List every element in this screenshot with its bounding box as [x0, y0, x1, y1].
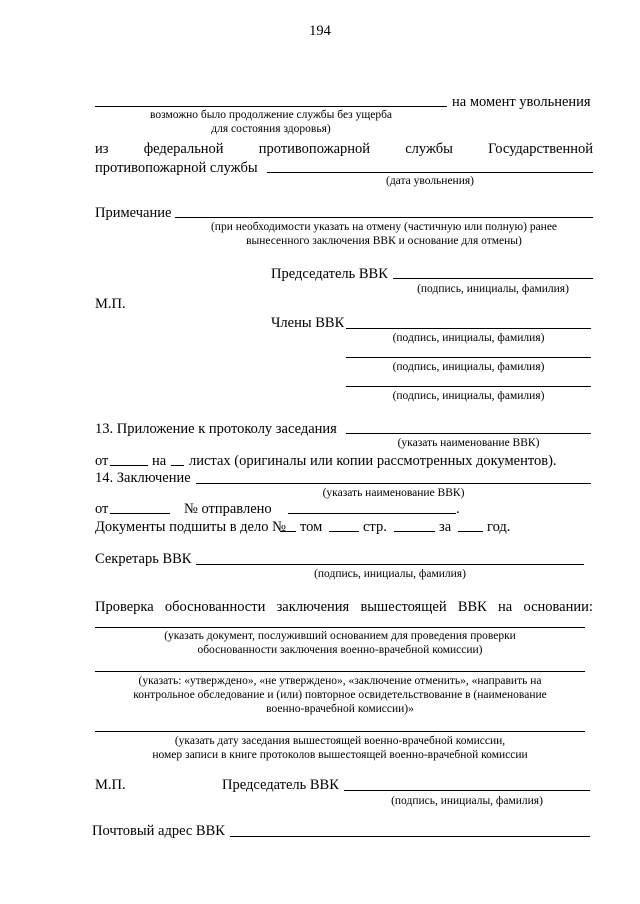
word: Государственной [488, 141, 593, 157]
check-hint3-line1: (указать дату заседания вышестоящей военно-врачебной комиссии, [174, 735, 506, 747]
dismissal-right-text: на момент увольнения [452, 94, 591, 110]
member-signature-hint-2: (подпись, инициалы, фамилия) [392, 361, 545, 373]
dismissal-hint-line2: для состояния здоровья) [211, 123, 331, 135]
item13-from: от [95, 453, 109, 469]
item14-sent: № отправлено [184, 501, 272, 517]
word: ВВК [457, 599, 487, 615]
check-basis-line [95, 627, 585, 628]
word: на [498, 599, 513, 615]
item13-rest: листах (оригиналы или копии рассмотренных документов). [189, 453, 557, 469]
item14-date-line [110, 513, 170, 514]
chairman2-label: Председатель ВВК [222, 777, 339, 793]
dismissal-justified-line [95, 141, 593, 157]
chairman2-signature-line [344, 790, 590, 791]
item13-sheets-line [171, 465, 184, 466]
docs-tom-line [329, 531, 359, 532]
check-hint2-line1: (указать: «утверждено», «не утверждено», «заключение отменить», «направить на [138, 675, 542, 687]
item13-hint: (указать наименование ВВК) [397, 437, 540, 449]
item13-label: 13. Приложение к протоколу заседания [95, 421, 337, 437]
secretary-signature-hint: (подпись, инициалы, фамилия) [314, 568, 466, 580]
dismissal-fill-line [95, 106, 447, 107]
check-hint3-line2: номер записи в книге протоколов вышестоящей военно-врачебной комиссии [152, 749, 528, 761]
word: обоснованности [164, 599, 266, 615]
dismissal-hint-line1: возможно было продолжение службы без ущерба [149, 109, 393, 121]
note-label: Примечание [95, 205, 172, 221]
dismissal-date-line [267, 172, 593, 173]
word: Проверка [95, 599, 154, 615]
word: заключения [276, 599, 350, 615]
docs-za: за [439, 519, 452, 535]
check-justified-line [95, 599, 593, 615]
note-line [175, 217, 593, 218]
secretary-label: Секретарь ВВК [95, 551, 192, 567]
item13-on: на [152, 453, 167, 469]
docs-year: год. [487, 519, 511, 535]
stamp-label: М.П. [95, 296, 126, 312]
chairman-label: Председатель ВВК [271, 266, 388, 282]
chairman-signature-line [393, 278, 593, 279]
docs-page-line [394, 531, 435, 532]
docs-prefix: Документы подшиты в дело № [95, 519, 286, 535]
check-hint1-line1: (указать документ, послуживший основанием для проведения проверки [164, 630, 516, 642]
word: из [95, 141, 109, 157]
member-signature-line-3 [346, 386, 591, 387]
member-signature-line-1 [346, 328, 591, 329]
address-label: Почтовый адрес ВВК [92, 823, 225, 839]
item14-number-line [288, 513, 456, 514]
dismissal-date-hint: (дата увольнения) [385, 175, 474, 187]
member-signature-hint-3: (подпись, инициалы, фамилия) [392, 390, 545, 402]
item14-from: от [95, 501, 109, 517]
item13-line [346, 433, 591, 434]
item14-hint: (указать наименование ВВК) [322, 487, 465, 499]
check-date-line [95, 731, 585, 732]
check-hint2-line2: контрольное обследование и (или) повторное освидетельствование в (наименование [133, 689, 547, 701]
service-prefix: противопожарной службы [95, 160, 258, 176]
members-label: Члены ВВК [271, 315, 345, 331]
chairman2-signature-hint: (подпись, инициалы, фамилия) [391, 795, 543, 807]
word: службы [405, 141, 453, 157]
item13-date-line [110, 465, 148, 466]
note-hint-line2: вынесенного заключения ВВК и основание для отмены) [246, 235, 522, 247]
word: основании: [523, 599, 593, 615]
item14-line [196, 483, 591, 484]
docs-case-line [280, 531, 296, 532]
stamp-label-2: М.П. [95, 777, 126, 793]
chairman-signature-hint: (подпись, инициалы, фамилия) [417, 283, 569, 295]
check-decision-line [95, 671, 585, 672]
member-signature-line-2 [346, 357, 591, 358]
item14-label: 14. Заключение [95, 470, 191, 486]
word: противопожарной [258, 141, 371, 157]
word: федеральной [143, 141, 224, 157]
page-number: 194 [309, 23, 331, 39]
docs-tom: том [300, 519, 323, 535]
check-hint2-line3: военно-врачебной комиссии)» [266, 703, 414, 715]
word: вышестоящей [360, 599, 447, 615]
docs-year-line [458, 531, 483, 532]
secretary-signature-line [196, 564, 584, 565]
member-signature-hint-1: (подпись, инициалы, фамилия) [392, 332, 545, 344]
check-hint1-line2: обоснованности заключения военно-врачебной комиссии) [197, 644, 483, 656]
item14-period: . [456, 501, 460, 517]
address-line [230, 836, 590, 837]
note-hint-line1: (при необходимости указать на отмену (частичную или полную) ранее [210, 221, 558, 233]
docs-page: стр. [363, 519, 387, 535]
